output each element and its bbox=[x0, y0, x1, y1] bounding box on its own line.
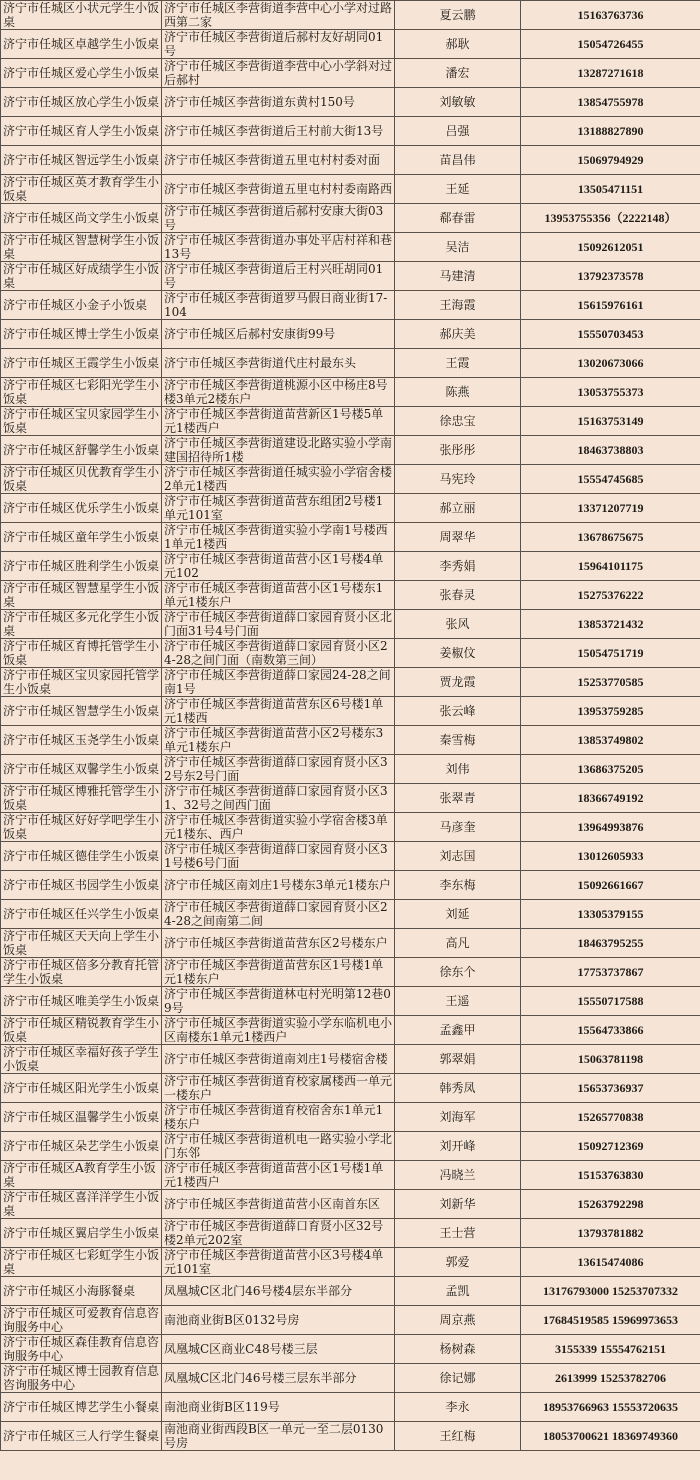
phone-cell: 15253770585 bbox=[521, 668, 700, 697]
provider-name-cell: 济宁市任城区童年学生小饭桌 bbox=[1, 523, 162, 552]
address-cell: 济宁市任城区李营街道苗营小区3号楼4单元101室 bbox=[162, 1248, 395, 1277]
table-row bbox=[1, 610, 700, 639]
address-cell: 济宁市任城区后郝村安康街99号 bbox=[162, 320, 395, 349]
contact-person-cell: 孟凯 bbox=[395, 1277, 521, 1306]
provider-name-cell: 济宁市任城区小状元学生小饭桌 bbox=[1, 1, 162, 30]
contact-person-cell: 杨树森 bbox=[395, 1335, 521, 1364]
table-row bbox=[1, 233, 700, 262]
table-row bbox=[1, 349, 700, 378]
provider-name-cell: 济宁市任城区多元化学生小饭桌 bbox=[1, 610, 162, 639]
contact-person-cell: 周京燕 bbox=[395, 1306, 521, 1335]
phone-cell: 15275376222 bbox=[521, 581, 700, 610]
contact-person-cell: 冯晓兰 bbox=[395, 1161, 521, 1190]
table-row bbox=[1, 668, 700, 697]
table-row bbox=[1, 436, 700, 465]
provider-name-cell: 济宁市任城区博士学生小饭桌 bbox=[1, 320, 162, 349]
address-cell: 济宁市任城区李营街道薛口家园24-28之间南1号 bbox=[162, 668, 395, 697]
phone-cell: 15550703453 bbox=[521, 320, 700, 349]
contact-person-cell: 郗春雷 bbox=[395, 204, 521, 233]
phone-cell: 15615976161 bbox=[521, 291, 700, 320]
address-cell: 济宁市任城区李营街道机电一路实验小学北门东邻 bbox=[162, 1132, 395, 1161]
provider-name-cell: 济宁市任城区三人行学生餐桌 bbox=[1, 1422, 162, 1451]
contact-person-cell: 王海霞 bbox=[395, 291, 521, 320]
phone-cell: 15964101175 bbox=[521, 552, 700, 581]
table-row bbox=[1, 117, 700, 146]
contact-person-cell: 徐忠宝 bbox=[395, 407, 521, 436]
provider-name-cell: 济宁市任城区精锐教育学生小饭桌 bbox=[1, 1016, 162, 1045]
contact-person-cell: 张翠青 bbox=[395, 784, 521, 813]
address-cell: 济宁市任城区李营街道南刘庄1号楼宿舍楼 bbox=[162, 1045, 395, 1074]
contact-person-cell: 刘海军 bbox=[395, 1103, 521, 1132]
contact-person-cell: 郝庆美 bbox=[395, 320, 521, 349]
table-row bbox=[1, 552, 700, 581]
phone-cell: 13176793000 15253707332 bbox=[521, 1277, 700, 1306]
contact-person-cell: 王士营 bbox=[395, 1219, 521, 1248]
address-cell: 济宁市任城区李营街道实验小学宿舍楼3单元1楼东、西户 bbox=[162, 813, 395, 842]
phone-cell: 13305379155 bbox=[521, 900, 700, 929]
address-cell: 济宁市任城区李营街道后郝村安康大街03号 bbox=[162, 204, 395, 233]
phone-cell: 13287271618 bbox=[521, 59, 700, 88]
phone-cell: 18463738803 bbox=[521, 436, 700, 465]
table-row bbox=[1, 1074, 700, 1103]
contact-person-cell: 刘敏敏 bbox=[395, 88, 521, 117]
provider-name-cell: 济宁市任城区贝优教育学生小饭桌 bbox=[1, 465, 162, 494]
provider-name-cell: 济宁市任城区育博托管学生小饭桌 bbox=[1, 639, 162, 668]
address-cell: 济宁市任城区李营街道李营中心小学对过路西第二家 bbox=[162, 1, 395, 30]
table-row bbox=[1, 929, 700, 958]
contact-person-cell: 徐记娜 bbox=[395, 1364, 521, 1393]
provider-name-cell: 济宁市任城区森佳教育信息咨询服务中心 bbox=[1, 1335, 162, 1364]
table-row bbox=[1, 1277, 700, 1306]
contact-person-cell: 孟鑫甲 bbox=[395, 1016, 521, 1045]
provider-name-cell: 济宁市任城区博艺学生小餐桌 bbox=[1, 1393, 162, 1422]
provider-name-cell: 济宁市任城区尚文学生小饭桌 bbox=[1, 204, 162, 233]
provider-name-cell: 济宁市任城区双馨学生小饭桌 bbox=[1, 755, 162, 784]
address-cell: 济宁市任城区李营街道薛口家园育贤小区32号东2号门面 bbox=[162, 755, 395, 784]
table-row bbox=[1, 1219, 700, 1248]
phone-cell: 13854755978 bbox=[521, 88, 700, 117]
provider-name-cell: 济宁市任城区智慧学生小饭桌 bbox=[1, 697, 162, 726]
provider-name-cell: 济宁市任城区七彩阳光学生小饭桌 bbox=[1, 378, 162, 407]
table-row bbox=[1, 523, 700, 552]
provider-name-cell: 济宁市任城区阳光学生小饭桌 bbox=[1, 1074, 162, 1103]
table-row bbox=[1, 1132, 700, 1161]
address-cell: 济宁市任城区李营街道薛口家园育贤小区24-28之间南第二间 bbox=[162, 900, 395, 929]
table-row bbox=[1, 88, 700, 117]
address-cell: 济宁市任城区李营街道五里屯村村委南路西 bbox=[162, 175, 395, 204]
table-row bbox=[1, 1, 700, 30]
provider-name-cell: 济宁市任城区翼启学生小饭桌 bbox=[1, 1219, 162, 1248]
table-row bbox=[1, 1306, 700, 1335]
phone-cell: 15092661667 bbox=[521, 871, 700, 900]
address-cell: 济宁市任城区李营街道后王村前大街13号 bbox=[162, 117, 395, 146]
table-row bbox=[1, 175, 700, 204]
contact-person-cell: 吴洁 bbox=[395, 233, 521, 262]
address-cell: 济宁市任城区李营街道薛口家园育贤小区24-28之间门面（南数第三间） bbox=[162, 639, 395, 668]
table-row bbox=[1, 871, 700, 900]
contact-person-cell: 韩秀凤 bbox=[395, 1074, 521, 1103]
address-cell: 济宁市任城区李营街道育校家属楼西一单元一楼东户 bbox=[162, 1074, 395, 1103]
phone-cell: 13188827890 bbox=[521, 117, 700, 146]
address-cell: 济宁市任城区李营街道苗营小区1号楼4单元102 bbox=[162, 552, 395, 581]
address-cell: 济宁市任城区李营街道建设北路实验小学南建国招待所1楼 bbox=[162, 436, 395, 465]
phone-cell: 15092612051 bbox=[521, 233, 700, 262]
phone-cell: 17753737867 bbox=[521, 958, 700, 987]
table-body bbox=[1, 1, 700, 1451]
contact-person-cell: 李东梅 bbox=[395, 871, 521, 900]
provider-name-cell: 济宁市任城区天天向上学生小饭桌 bbox=[1, 929, 162, 958]
phone-cell: 13053755373 bbox=[521, 378, 700, 407]
provider-name-cell: 济宁市任城区卓越学生小饭桌 bbox=[1, 30, 162, 59]
provider-name-cell: 济宁市任城区英才教育学生小饭桌 bbox=[1, 175, 162, 204]
phone-cell: 18053700621 18369749360 bbox=[521, 1422, 700, 1451]
table-row bbox=[1, 755, 700, 784]
address-cell: 南池商业街B区0132号房 bbox=[162, 1306, 395, 1335]
contact-person-cell: 李永 bbox=[395, 1393, 521, 1422]
contact-person-cell: 李秀娟 bbox=[395, 552, 521, 581]
address-cell: 凤凰城C区北门46号楼三层东半部分 bbox=[162, 1364, 395, 1393]
address-cell: 济宁市任城区李营街道林屯村光明第12巷09号 bbox=[162, 987, 395, 1016]
table-row bbox=[1, 1103, 700, 1132]
table-row bbox=[1, 378, 700, 407]
provider-name-cell: 济宁市任城区博士园教育信息咨询服务中心 bbox=[1, 1364, 162, 1393]
phone-cell: 13012605933 bbox=[521, 842, 700, 871]
provider-name-cell: 济宁市任城区喜洋洋学生小饭桌 bbox=[1, 1190, 162, 1219]
contact-person-cell: 郭翠娟 bbox=[395, 1045, 521, 1074]
phone-cell: 13505471151 bbox=[521, 175, 700, 204]
address-cell: 济宁市任城区李营街道任城实验小学宿舍楼2单元1楼西 bbox=[162, 465, 395, 494]
address-cell: 济宁市任城区李营街道苗营东区1号楼1单元1楼东户 bbox=[162, 958, 395, 987]
contact-person-cell: 郭爱 bbox=[395, 1248, 521, 1277]
address-cell: 济宁市任城区李营街道苗营小区2号楼东3单元1楼东户 bbox=[162, 726, 395, 755]
contact-person-cell: 刘延 bbox=[395, 900, 521, 929]
phone-cell: 2613999 15253782706 bbox=[521, 1364, 700, 1393]
provider-name-cell: 济宁市任城区幸福好孩子学生小饭桌 bbox=[1, 1045, 162, 1074]
table-row bbox=[1, 784, 700, 813]
address-cell: 济宁市任城区李营街道苗营新区1号楼5单元1楼西户 bbox=[162, 407, 395, 436]
address-cell: 济宁市任城区李营街道五里屯村村委对面 bbox=[162, 146, 395, 175]
phone-cell: 13953755356（2222148） bbox=[521, 204, 700, 233]
provider-name-cell: 济宁市任城区七彩虹学生小饭桌 bbox=[1, 1248, 162, 1277]
table-row bbox=[1, 146, 700, 175]
address-cell: 济宁市任城区李营街道李营中心小学斜对过后郝村 bbox=[162, 59, 395, 88]
table-row bbox=[1, 581, 700, 610]
phone-cell: 13686375205 bbox=[521, 755, 700, 784]
contact-person-cell: 刘开峰 bbox=[395, 1132, 521, 1161]
contact-person-cell: 马建清 bbox=[395, 262, 521, 291]
address-cell: 济宁市任城区南刘庄1号楼东3单元1楼东户 bbox=[162, 871, 395, 900]
phone-cell: 13678675675 bbox=[521, 523, 700, 552]
address-cell: 济宁市任城区李营街道罗马假日商业街17-104 bbox=[162, 291, 395, 320]
contact-person-cell: 张风 bbox=[395, 610, 521, 639]
contact-person-cell: 苗昌伟 bbox=[395, 146, 521, 175]
address-cell: 济宁市任城区李营街道代庄村最东头 bbox=[162, 349, 395, 378]
phone-cell: 15265770838 bbox=[521, 1103, 700, 1132]
provider-name-cell: 济宁市任城区舒馨学生小饭桌 bbox=[1, 436, 162, 465]
table-row bbox=[1, 1248, 700, 1277]
phone-cell: 17684519585 15969973653 bbox=[521, 1306, 700, 1335]
phone-cell: 13615474086 bbox=[521, 1248, 700, 1277]
table-row bbox=[1, 639, 700, 668]
phone-cell: 15163763736 bbox=[521, 1, 700, 30]
table-row bbox=[1, 842, 700, 871]
contact-person-cell: 马彦奎 bbox=[395, 813, 521, 842]
address-cell: 济宁市任城区李营街道后郝村友好胡同01号 bbox=[162, 30, 395, 59]
phone-cell: 15092712369 bbox=[521, 1132, 700, 1161]
provider-name-cell: 济宁市任城区博雅托管学生小饭桌 bbox=[1, 784, 162, 813]
table-row bbox=[1, 59, 700, 88]
address-cell: 济宁市任城区李营街道薛口育贤小区32号楼2单元202室 bbox=[162, 1219, 395, 1248]
address-cell: 济宁市任城区李营街道薛口家园育贤小区31号楼6号门面 bbox=[162, 842, 395, 871]
phone-cell: 15263792298 bbox=[521, 1190, 700, 1219]
provider-name-cell: 济宁市任城区好成绩学生小饭桌 bbox=[1, 262, 162, 291]
provider-name-cell: 济宁市任城区温馨学生小饭桌 bbox=[1, 1103, 162, 1132]
table-row bbox=[1, 1045, 700, 1074]
table-row bbox=[1, 900, 700, 929]
provider-name-cell: 济宁市任城区德佳学生小饭桌 bbox=[1, 842, 162, 871]
contact-person-cell: 潘宏 bbox=[395, 59, 521, 88]
provider-name-cell: 济宁市任城区爱心学生小饭桌 bbox=[1, 59, 162, 88]
contact-person-cell: 刘伟 bbox=[395, 755, 521, 784]
phone-cell: 3155339 15554762151 bbox=[521, 1335, 700, 1364]
provider-name-cell: 济宁市任城区朵艺学生小饭桌 bbox=[1, 1132, 162, 1161]
contact-person-cell: 贾龙霞 bbox=[395, 668, 521, 697]
phone-cell: 13793781882 bbox=[521, 1219, 700, 1248]
provider-name-cell: 济宁市任城区任兴学生小饭桌 bbox=[1, 900, 162, 929]
address-cell: 济宁市任城区李营街道苗营小区1号楼东1单元1楼东户 bbox=[162, 581, 395, 610]
table-row bbox=[1, 958, 700, 987]
contact-person-cell: 秦雪梅 bbox=[395, 726, 521, 755]
table-row bbox=[1, 320, 700, 349]
contact-person-cell: 姜椒伩 bbox=[395, 639, 521, 668]
table-row bbox=[1, 1364, 700, 1393]
phone-cell: 15054726455 bbox=[521, 30, 700, 59]
phone-cell: 15554745685 bbox=[521, 465, 700, 494]
table-row bbox=[1, 987, 700, 1016]
phone-cell: 13953759285 bbox=[521, 697, 700, 726]
provider-name-cell: 济宁市任城区倍多分教育托管学生小饭桌 bbox=[1, 958, 162, 987]
contact-person-cell: 王遥 bbox=[395, 987, 521, 1016]
address-cell: 南池商业街西段B区一单元一至二层0130号房 bbox=[162, 1422, 395, 1451]
phone-cell: 13371207719 bbox=[521, 494, 700, 523]
contact-person-cell: 张云峰 bbox=[395, 697, 521, 726]
address-cell: 济宁市任城区李营街道东黄村150号 bbox=[162, 88, 395, 117]
table-row bbox=[1, 407, 700, 436]
table-row bbox=[1, 726, 700, 755]
provider-name-cell: 济宁市任城区好好学吧学生小饭桌 bbox=[1, 813, 162, 842]
contact-person-cell: 王霞 bbox=[395, 349, 521, 378]
provider-name-cell: 济宁市任城区王霞学生小饭桌 bbox=[1, 349, 162, 378]
phone-cell: 15069794929 bbox=[521, 146, 700, 175]
address-cell: 济宁市任城区李营街道实验小学东临机电小区南楼东1单元1楼西户 bbox=[162, 1016, 395, 1045]
address-cell: 济宁市任城区李营街道苗营小区南首东区 bbox=[162, 1190, 395, 1219]
provider-name-cell: 济宁市任城区唯美学生小饭桌 bbox=[1, 987, 162, 1016]
phone-cell: 15153763830 bbox=[521, 1161, 700, 1190]
provider-name-cell: 济宁市任城区宝贝家园学生小饭桌 bbox=[1, 407, 162, 436]
table-row bbox=[1, 813, 700, 842]
table-row bbox=[1, 1393, 700, 1422]
address-cell: 凤凰城C区商业C48号楼三层 bbox=[162, 1335, 395, 1364]
phone-cell: 13792373578 bbox=[521, 262, 700, 291]
phone-cell: 15653736937 bbox=[521, 1074, 700, 1103]
address-cell: 济宁市任城区李营街道薛口家园育贤小区31、32号之间西门面 bbox=[162, 784, 395, 813]
contact-person-cell: 王延 bbox=[395, 175, 521, 204]
provider-name-cell: 济宁市任城区智慧星学生小饭桌 bbox=[1, 581, 162, 610]
contact-person-cell: 周翠华 bbox=[395, 523, 521, 552]
contact-person-cell: 张春灵 bbox=[395, 581, 521, 610]
address-cell: 济宁市任城区李营街道苗营小区1号楼1单元1楼西户 bbox=[162, 1161, 395, 1190]
phone-cell: 15550717588 bbox=[521, 987, 700, 1016]
provider-name-cell: 济宁市任城区A教育学生小饭桌 bbox=[1, 1161, 162, 1190]
provider-name-cell: 济宁市任城区智远学生小饭桌 bbox=[1, 146, 162, 175]
contact-person-cell: 徐东个 bbox=[395, 958, 521, 987]
phone-cell: 13964993876 bbox=[521, 813, 700, 842]
provider-name-cell: 济宁市任城区胜利学生小饭桌 bbox=[1, 552, 162, 581]
phone-cell: 13020673066 bbox=[521, 349, 700, 378]
table-row bbox=[1, 697, 700, 726]
contact-person-cell: 王红梅 bbox=[395, 1422, 521, 1451]
phone-cell: 18366749192 bbox=[521, 784, 700, 813]
provider-name-cell: 济宁市任城区智慧树学生小饭桌 bbox=[1, 233, 162, 262]
phone-cell: 15564733866 bbox=[521, 1016, 700, 1045]
contact-person-cell: 高凡 bbox=[395, 929, 521, 958]
table-row bbox=[1, 465, 700, 494]
table-row bbox=[1, 1422, 700, 1451]
table-row bbox=[1, 262, 700, 291]
address-cell: 济宁市任城区李营街道后王村兴旺胡同01号 bbox=[162, 262, 395, 291]
provider-name-cell: 济宁市任城区育人学生小饭桌 bbox=[1, 117, 162, 146]
address-cell: 济宁市任城区李营街道育校宿舍东1单元1楼东户 bbox=[162, 1103, 395, 1132]
provider-name-cell: 济宁市任城区可爱教育信息咨询服务中心 bbox=[1, 1306, 162, 1335]
phone-cell: 13853749802 bbox=[521, 726, 700, 755]
phone-cell: 15054751719 bbox=[521, 639, 700, 668]
address-cell: 济宁市任城区李营街道苗营东区2号楼东户 bbox=[162, 929, 395, 958]
provider-name-cell: 济宁市任城区书园学生小饭桌 bbox=[1, 871, 162, 900]
phone-cell: 15063781198 bbox=[521, 1045, 700, 1074]
contact-person-cell: 张彤彤 bbox=[395, 436, 521, 465]
contact-person-cell: 吕强 bbox=[395, 117, 521, 146]
table-row bbox=[1, 1016, 700, 1045]
phone-cell: 18953766963 15553720635 bbox=[521, 1393, 700, 1422]
phone-cell: 18463795255 bbox=[521, 929, 700, 958]
provider-name-cell: 济宁市任城区优乐学生小饭桌 bbox=[1, 494, 162, 523]
contact-person-cell: 刘志国 bbox=[395, 842, 521, 871]
table-row bbox=[1, 204, 700, 233]
contact-person-cell: 夏云鹏 bbox=[395, 1, 521, 30]
address-cell: 济宁市任城区李营街道桃源小区中杨庄8号楼3单元2楼东户 bbox=[162, 378, 395, 407]
provider-name-cell: 济宁市任城区玉尧学生小饭桌 bbox=[1, 726, 162, 755]
provider-name-cell: 济宁市任城区小金子小饭桌 bbox=[1, 291, 162, 320]
provider-name-cell: 济宁市任城区宝贝家园托管学生小饭桌 bbox=[1, 668, 162, 697]
table-row bbox=[1, 1335, 700, 1364]
address-cell: 济宁市任城区李营街道实验小学南1号楼西1单元1楼西 bbox=[162, 523, 395, 552]
contact-person-cell: 刘新华 bbox=[395, 1190, 521, 1219]
table-row bbox=[1, 494, 700, 523]
table-row bbox=[1, 30, 700, 59]
address-cell: 南池商业街B区119号 bbox=[162, 1393, 395, 1422]
table-row bbox=[1, 291, 700, 320]
contact-person-cell: 马宪玲 bbox=[395, 465, 521, 494]
table-row bbox=[1, 1190, 700, 1219]
phone-cell: 15163753149 bbox=[521, 407, 700, 436]
address-cell: 济宁市任城区李营街道苗营东区6号楼1单元1楼西 bbox=[162, 697, 395, 726]
address-cell: 济宁市任城区李营街道办事处平店村祥和巷13号 bbox=[162, 233, 395, 262]
address-cell: 凤凰城C区北门46号楼4层东半部分 bbox=[162, 1277, 395, 1306]
contact-person-cell: 郝立丽 bbox=[395, 494, 521, 523]
contact-person-cell: 郝耿 bbox=[395, 30, 521, 59]
address-cell: 济宁市任城区李营街道薛口家园育贤小区北门面31号4号门面 bbox=[162, 610, 395, 639]
provider-name-cell: 济宁市任城区小海豚餐桌 bbox=[1, 1277, 162, 1306]
phone-cell: 13853721432 bbox=[521, 610, 700, 639]
provider-name-cell: 济宁市任城区放心学生小饭桌 bbox=[1, 88, 162, 117]
table-row bbox=[1, 1161, 700, 1190]
contact-person-cell: 陈燕 bbox=[395, 378, 521, 407]
address-cell: 济宁市任城区李营街道苗营东组团2号楼1单元101室 bbox=[162, 494, 395, 523]
